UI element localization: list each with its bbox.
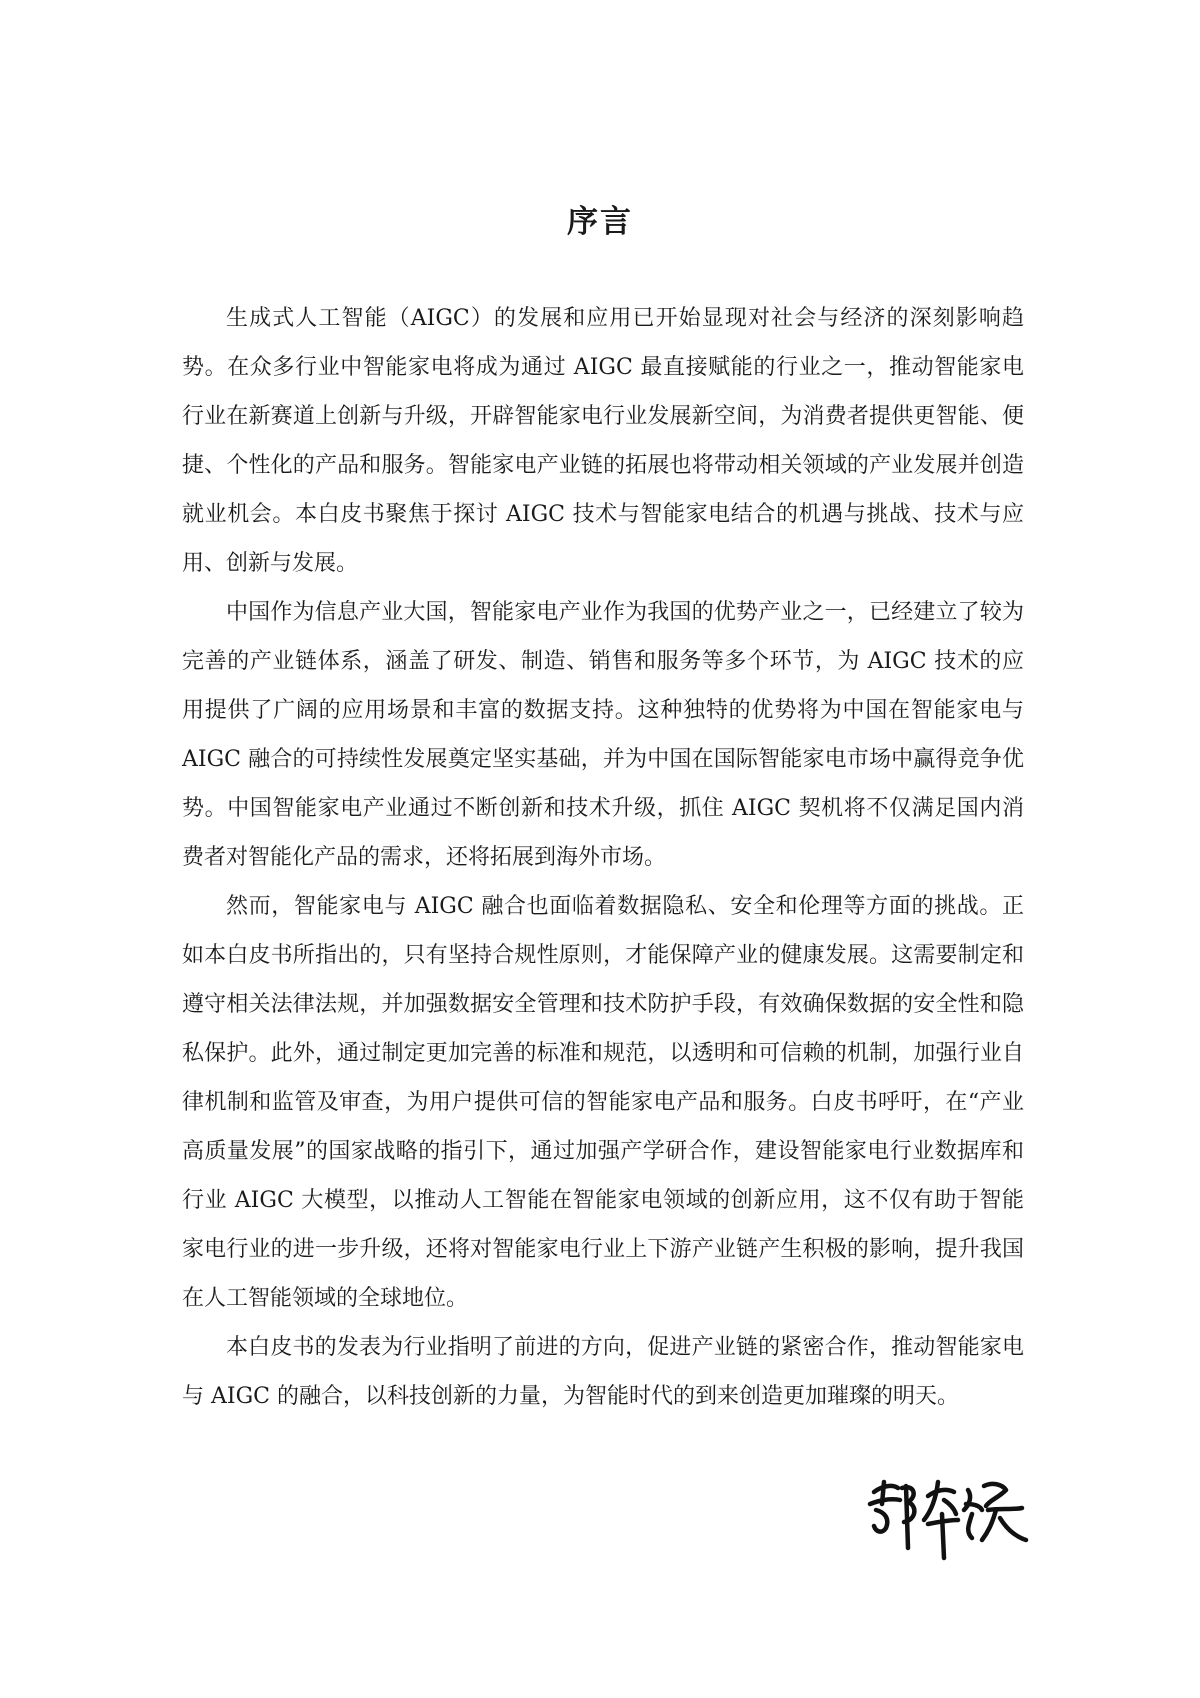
paragraph-2: 中国作为信息产业大国，智能家电产业作为我国的优势产业之一，已经建立了较为完善的产业链体系，涵盖了研发、制造、销售和服务等多个环节，为 AIGC 技术的应用提供了广阔的应用场景和丰富的数据支持。这种独特的优势将为中国在智能家电与 AIGC 融合的可持续性发展奠定坚实基础，并为中国在国际智能家电市场中赢得竞争优势。中国智能家电产业通过不断创新和技术升级，抓住 AIGC 契机将不仅满足国内消费者对智能化产品的需求，还将拓展到海外市场。 xyxy=(182,600,1024,870)
paragraph-3: 然而，智能家电与 AIGC 融合也面临着数据隐私、安全和伦理等方面的挑战。正如本白皮书所指出的，只有坚持合规性原则，才能保障产业的健康发展。这需要制定和遵守相关法律法规，并加强数据安全管理和技术防护手段，有效确保数据的安全性和隐私保护。此外，通过制定更加完善的标准和规范，以透明和可信赖的机制，加强行业自律机制和监管及审查，为用户提供可信的智能家电产品和服务。白皮书呼吁，在“产业高质量发展”的国家战略的指引下，通过加强产学研合作，建设智能家电行业数据库和行业 AIGC 大模型，以推动人工智能在智能家电领域的创新应用，这不仅有助于智能家电行业的进一步升级，还将对智能家电行业上下游产业链产生积极的影响，提升我国在人工智能领域的全球地位。 xyxy=(182,894,1024,1311)
paragraph-4: 本白皮书的发表为行业指明了前进的方向，促进产业链的紧密合作，推动智能家电与 AIGC 的融合，以科技创新的力量，为智能时代的到来创造更加璀璨的明天。 xyxy=(182,1335,1024,1409)
paragraph-1: 生成式人工智能（AIGC）的发展和应用已开始显现对社会与经济的深刻影响趋势。在众多行业中智能家电将成为通过 AIGC 最直接赋能的行业之一，推动智能家电行业在新赛道上创新与升级，开辟智能家电行业发展新空间，为消费者提供更智能、便捷、个性化的产品和服务。智能家电产业链的拓展也将带动相关领域的产业发展并创造就业机会。本白皮书聚焦于探讨 AIGC 技术与智能家电结合的机遇与挑战、技术与应用、创新与发展。 xyxy=(182,306,1024,576)
handwritten-signature xyxy=(862,1470,1032,1570)
page-title: 序言 xyxy=(567,204,633,240)
body-text xyxy=(182,294,1024,1421)
